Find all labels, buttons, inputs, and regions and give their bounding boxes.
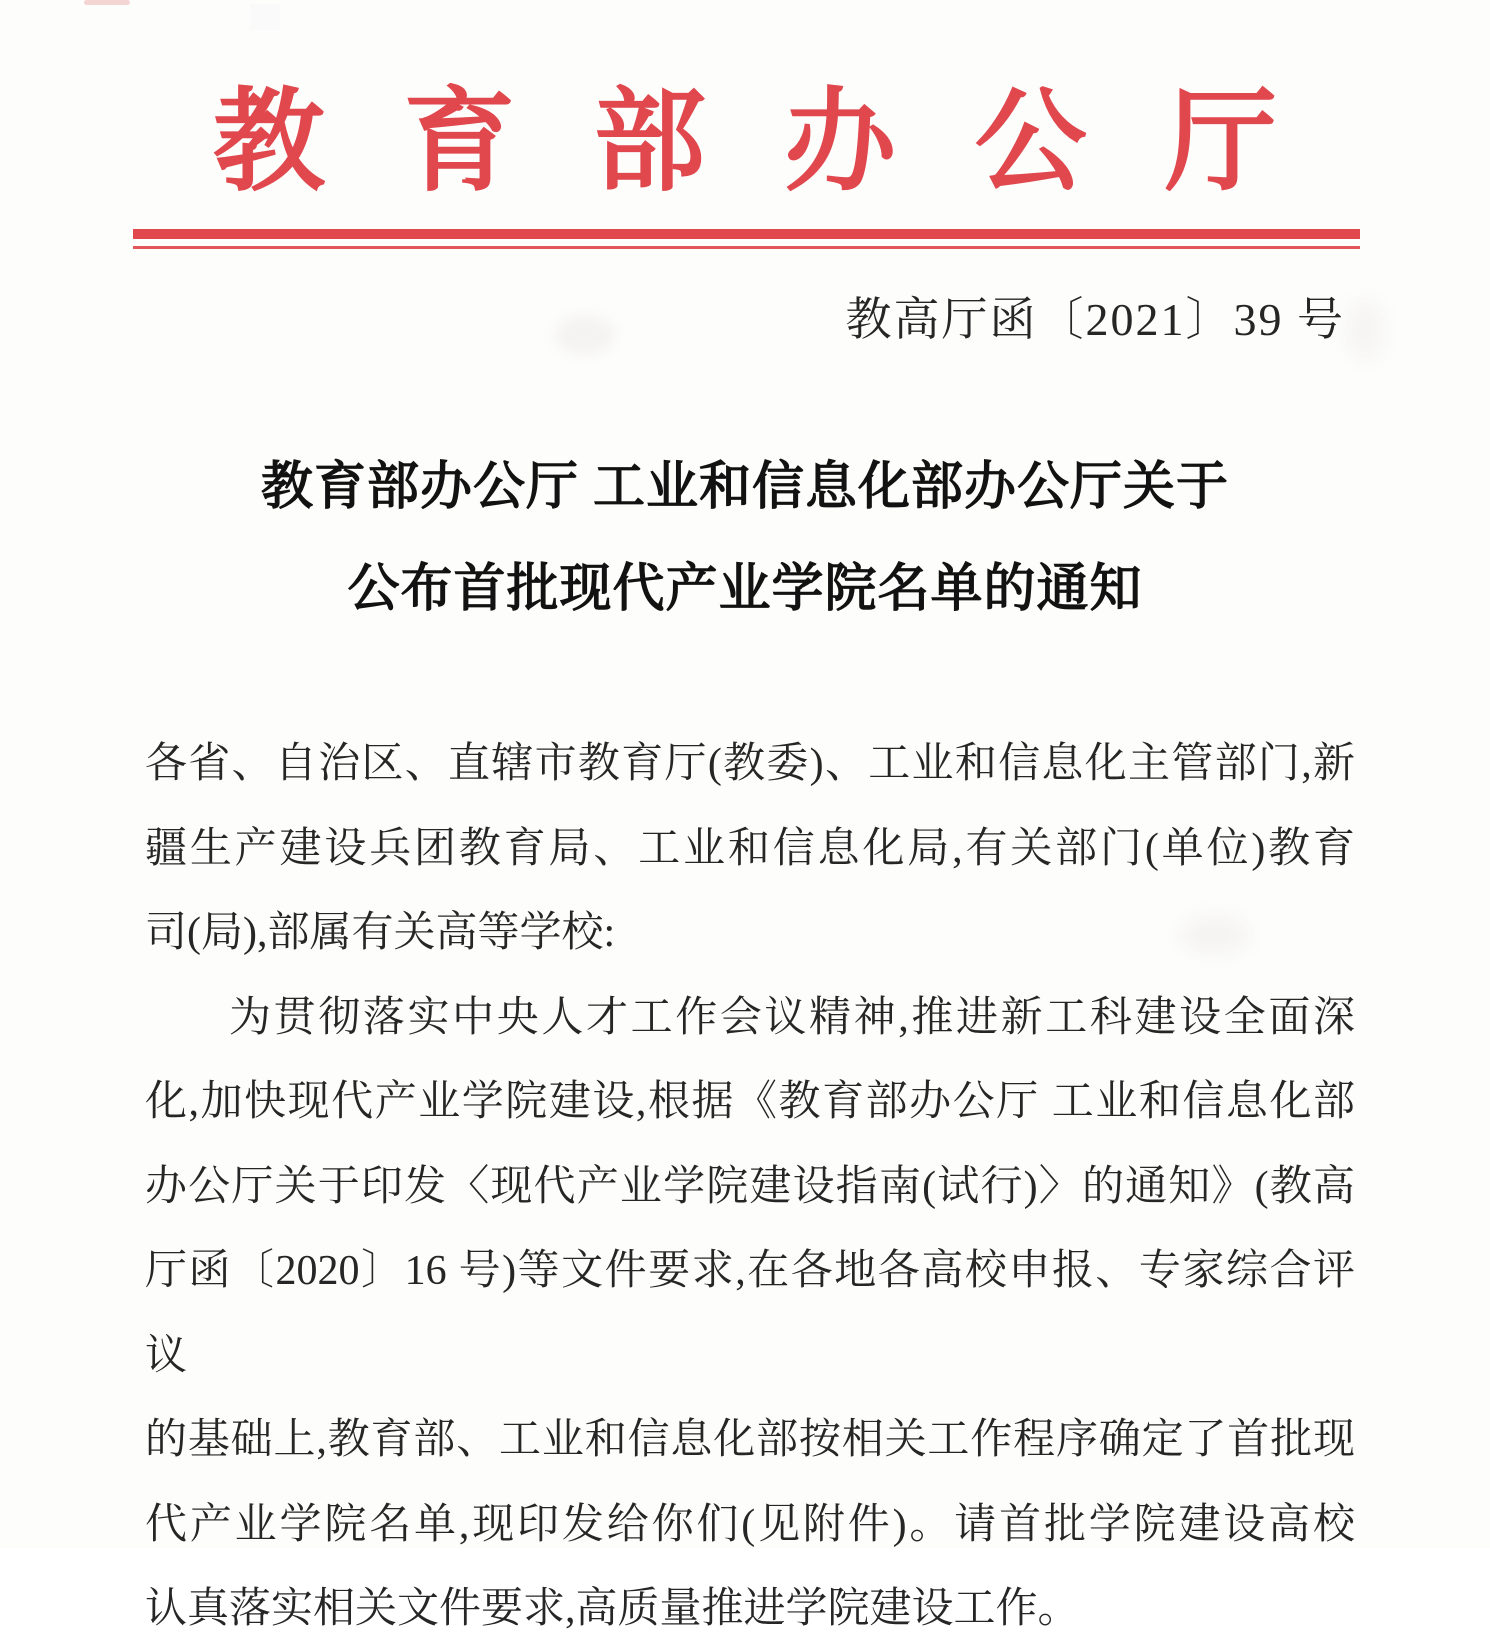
scan-artifact	[84, 0, 130, 5]
letterhead-rule-thin	[133, 246, 1360, 249]
scan-artifact	[1345, 300, 1385, 360]
doc-number: 教高厅函〔2021〕39 号	[845, 294, 1345, 345]
body-line: 认真落实相关文件要求,高质量推进学院建设工作。	[145, 1586, 1080, 1632]
body-line: 办公厅关于印发〈现代产业学院建设指南(试行)〉的通知》(教高	[145, 1163, 1355, 1210]
doc-title	[0, 437, 1490, 641]
body-line: 疆生产建设兵团教育局、工业和信息化局,有关部门(单位)教育	[145, 825, 1355, 872]
letterhead-title: 教育部办公厅	[212, 81, 1356, 205]
scan-artifact	[250, 4, 280, 30]
doc-title-line-2: 公布首批现代产业学院名单的通知	[347, 561, 1143, 618]
body-line: 厅函〔2020〕16 号)等文件要求,在各地各高校申报、专家综合评议	[145, 1248, 1355, 1379]
body-line: 代产业学院名单,现印发给你们(见附件)。请首批学院建设高校	[145, 1501, 1355, 1548]
body-line: 的基础上,教育部、工业和信息化部按相关工作程序确定了首批现	[145, 1417, 1355, 1463]
scan-artifact	[555, 315, 615, 355]
body-paragraphs	[145, 722, 1355, 1652]
doc-title-line-1: 教育部办公厅 工业和信息化部办公厅关于	[260, 459, 1229, 516]
body-line: 司(局),部属有关高等学校:	[145, 910, 616, 956]
body-line: 为贯彻落实中央人才工作会议精神,推进新工科建设全面深	[229, 994, 1355, 1041]
letterhead-rule-thick	[133, 229, 1360, 239]
body-line: 各省、自治区、直辖市教育厅(教委)、工业和信息化主管部门,新	[145, 741, 1355, 787]
body-line: 化,加快现代产业学院建设,根据《教育部办公厅 工业和信息化部	[145, 1079, 1355, 1125]
